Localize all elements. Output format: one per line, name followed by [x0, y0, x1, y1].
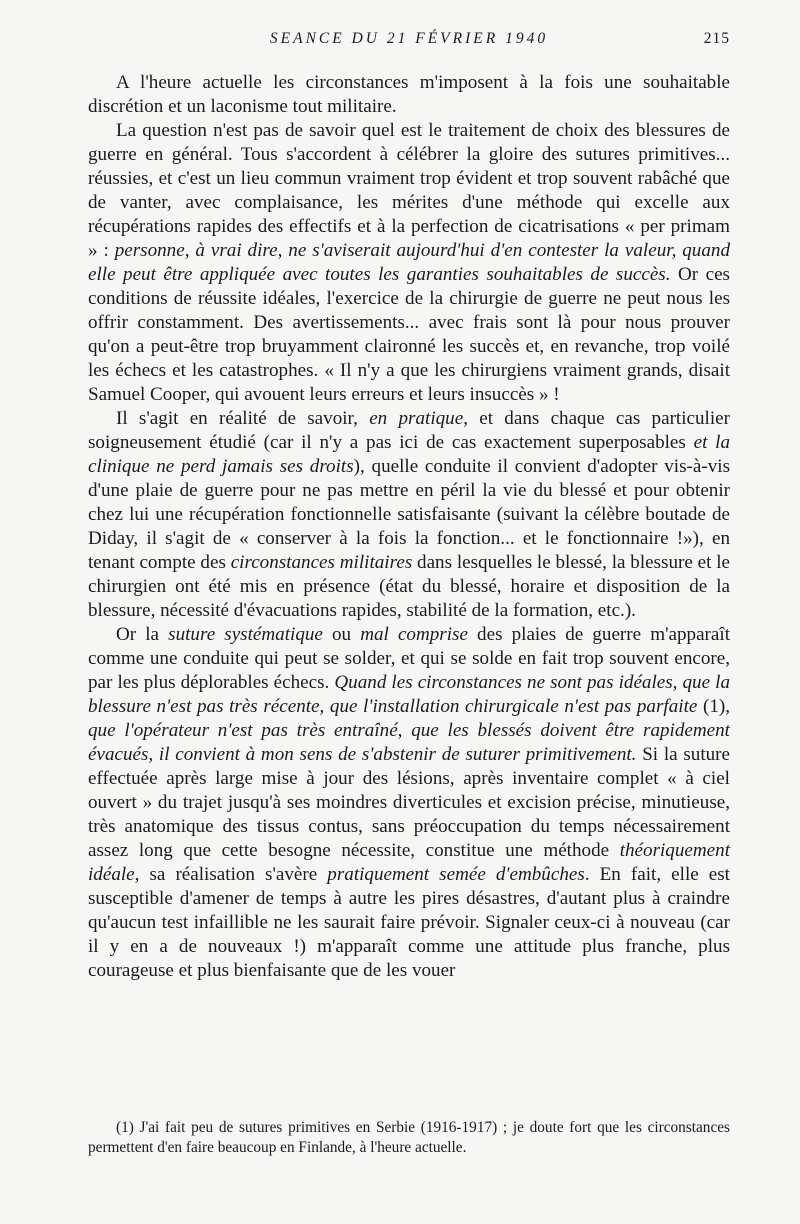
- text-run: dans lesquelles le blessé, la blessure et le chirurgien ont été mis en présence (état du blessé, horaire et disposition de la blessure, nécessité d'évacuations rapides, stabilité de la formation, etc.).: [88, 552, 730, 621]
- italic-text-run: que l'opérateur n'est pas très entraîné, que les blessés doivent être rapidement évacués, il convient à mon sens de s'abstenir de suturer primitivement.: [88, 720, 730, 765]
- italic-text-run: suture systématique: [168, 624, 323, 645]
- paragraph-3: [88, 407, 730, 623]
- text-run: ), quelle conduite il convient d'adopter vis-à-vis d'une plaie de guerre pour ne pas mettre en péril la vie du blessé et pour obtenir chez lui une récupération fonctionnelle satisfaisante (suivant la célèbre boutade de Diday, il s'agit de « conserver à la fois la fonction... et le fonctionnaire !»), en tenant compte des: [88, 456, 730, 573]
- italic-text-run: personne, à vrai dire, ne s'aviserait aujourd'hui d'en contester la valeur, quand elle peut être appliquée avec toutes les garanties souhaitables de succès.: [88, 240, 730, 285]
- text-run: ou: [322, 624, 361, 645]
- paragraph-4: [88, 623, 730, 983]
- footnote-text: (1) J'ai fait peu de sutures primitives en Serbie (1916-1917) ; je doute fort que les circonstances permettent d'en faire beaucoup en Finlande, à l'heure actuelle.: [88, 1119, 730, 1156]
- text-run: A l'heure actuelle les circonstances m'imposent à la fois une souhaitable discrétion et un laconisme tout militaire.: [88, 72, 730, 117]
- text-run: . En fait, elle est susceptible d'amener de temps à autre les pires désastres, d'autant plus à craindre qu'aucun test infaillible ne les saurait faire prévoir. Signaler ceux-ci à nouveau (car il y en a de nouveaux !) m'apparaît comme une attitude plus franche, plus courageuse et plus bienfaisante que de les vouer: [88, 864, 730, 981]
- text-run: , et dans chaque cas particulier soigneusement étudié (car il n'y a pas ici de cas exactement superposables: [88, 408, 731, 453]
- text-run: Or ces conditions de réussite idéales, l'exercice de la chirurgie de guerre ne peut nous les offrir constamment. Des avertissements... avec frais sont là pour nous prouver qu'on a peut-être trop bruyamment claironné les succès et, en revanche, trop voilé les échecs et les catastrophes. « Il n'y a que les chirurgiens vraiment grands, disait Samuel Cooper, qui avouent leurs erreurs et leurs insuccès » !: [88, 264, 730, 405]
- page-header: [88, 30, 730, 54]
- italic-text-run: circonstances militaires: [230, 552, 413, 573]
- text-run: (1),: [697, 696, 730, 717]
- italic-text-run: et la clinique ne perd jamais ses droits: [88, 432, 730, 477]
- page-number: 215: [703, 30, 730, 47]
- text-run: La question n'est pas de savoir quel est le traitement de choix des blessures de guerre en général. Tous s'accordent à célébrer la gloire des sutures primitives... réussies, et c'est un lieu commun vraiment trop évident et trop souvent rabâché que de vanter, avec complaisance, les mérites d'une méthode qui excelle aux récupérations rapides des effectifs et à la perfection de cicatrisations « per primam » :: [88, 120, 730, 261]
- italic-text-run: en pratique: [369, 408, 464, 429]
- text-run: Or la: [116, 624, 169, 645]
- paragraph-2: [88, 119, 730, 407]
- running-title: SEANCE DU 21 FÉVRIER 1940: [269, 30, 549, 47]
- body-text: [88, 71, 730, 983]
- text-run: , sa réalisation s'avère: [134, 864, 328, 885]
- text-run: Si la suture effectuée après large mise à jour des lésions, après inventaire complet « à ciel ouvert » du trajet jusqu'à ses moindres diverticules et excision précise, minutieuse, très anatomique des tissus contus, sans préoccupation du temps nécessairement assez long que cette besogne nécessite, constitue une méthode: [88, 744, 731, 861]
- text-run: des plaies de guerre m'apparaît comme une conduite qui peut se solder, et qui se solde en fait trop souvent encore, par les plus déplorables échecs.: [88, 624, 731, 693]
- italic-text-run: Quand les circonstances ne sont pas idéales, que la blessure n'est pas très récente, que l'installation chirurgicale n'est pas parfaite: [88, 672, 730, 717]
- footnote: [88, 1118, 730, 1158]
- text-run: Il s'agit en réalité de savoir,: [116, 408, 370, 429]
- paragraph-1: [88, 71, 730, 119]
- italic-text-run: théoriquement idéale: [88, 840, 730, 885]
- italic-text-run: mal comprise: [360, 624, 468, 645]
- italic-text-run: pratiquement semée d'embûches: [327, 864, 585, 885]
